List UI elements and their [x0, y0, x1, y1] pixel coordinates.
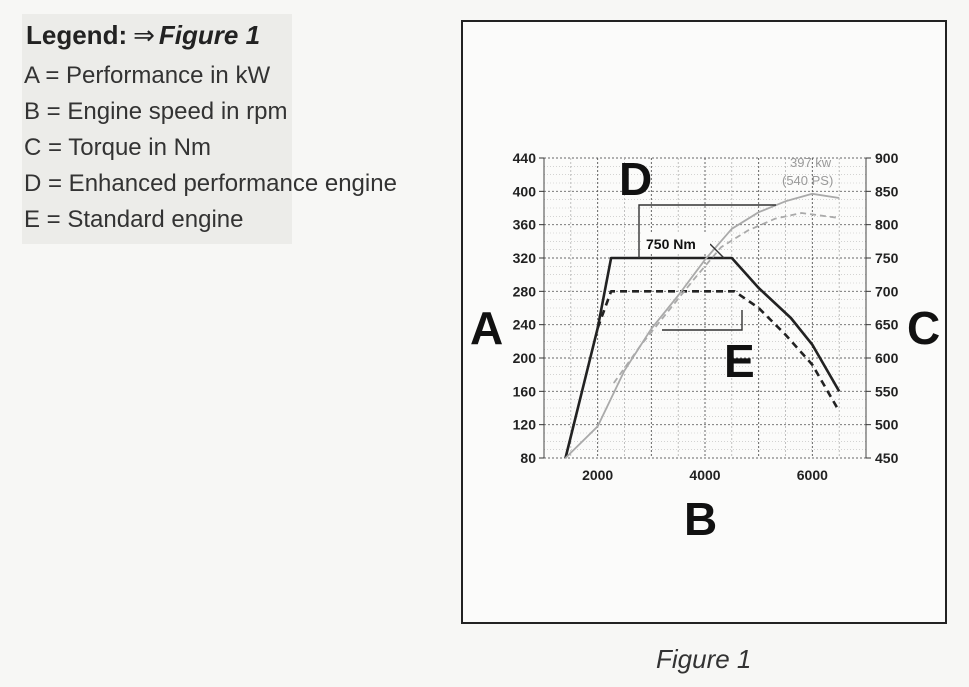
tick-label-right: 800 [875, 216, 899, 233]
tick-label-right: 650 [875, 316, 899, 333]
tick-label-x: 2000 [582, 467, 614, 483]
torque-annotation: 750 Nm [646, 236, 696, 252]
label-e: E [724, 335, 755, 387]
figure-caption: Figure 1 [656, 644, 752, 674]
tick-label-left: 400 [512, 183, 536, 200]
tick-label-left: 360 [512, 216, 536, 233]
tick-label-right: 700 [875, 283, 899, 300]
tick-label-right: 500 [875, 416, 899, 433]
tick-label-left: 80 [520, 450, 536, 466]
label-c: C [907, 302, 941, 354]
legend-item-b: B = Engine speed in rpm [24, 98, 288, 125]
legend-item-e: E = Standard engine [24, 206, 244, 233]
legend-item-d: D = Enhanced performance engine [24, 170, 397, 197]
annotation-brackets [639, 205, 776, 330]
tick-label-right: 600 [875, 350, 899, 366]
label-b: B [684, 493, 718, 545]
tick-label-x: 4000 [689, 467, 721, 483]
power-annotation-line2: (540 PS) [782, 173, 834, 188]
tick-label-left: 440 [512, 150, 536, 166]
tick-label-left: 120 [512, 416, 536, 433]
tick-label-x: 6000 [796, 467, 828, 483]
label-d: D [619, 153, 653, 205]
tick-label-left: 320 [512, 250, 536, 266]
legend-item-c: C = Torque in Nm [24, 134, 211, 161]
power-annotation-line1: 397 kw [790, 155, 832, 170]
double-arrow-icon: ⇒ [133, 20, 155, 50]
tick-label-left: 240 [512, 316, 536, 333]
legend-item-a: A = Performance in kW [24, 62, 271, 89]
series-torque-D [566, 258, 840, 458]
tick-label-right: 550 [875, 383, 899, 400]
tick-label-right: 750 [875, 250, 899, 266]
series-torque-E [598, 291, 840, 411]
tick-label-right: 900 [875, 150, 899, 166]
label-a: A [470, 302, 504, 354]
tick-label-left: 160 [512, 383, 536, 400]
tick-label-right: 450 [875, 450, 899, 466]
bracket-e [662, 310, 742, 330]
tick-label-left: 200 [512, 350, 536, 366]
legend-title-label: Legend: [26, 20, 128, 50]
legend-title-figure: Figure 1 [158, 20, 261, 50]
tick-label-left: 280 [512, 283, 536, 300]
chart-grid [544, 158, 866, 458]
tick-label-right: 850 [875, 183, 899, 200]
